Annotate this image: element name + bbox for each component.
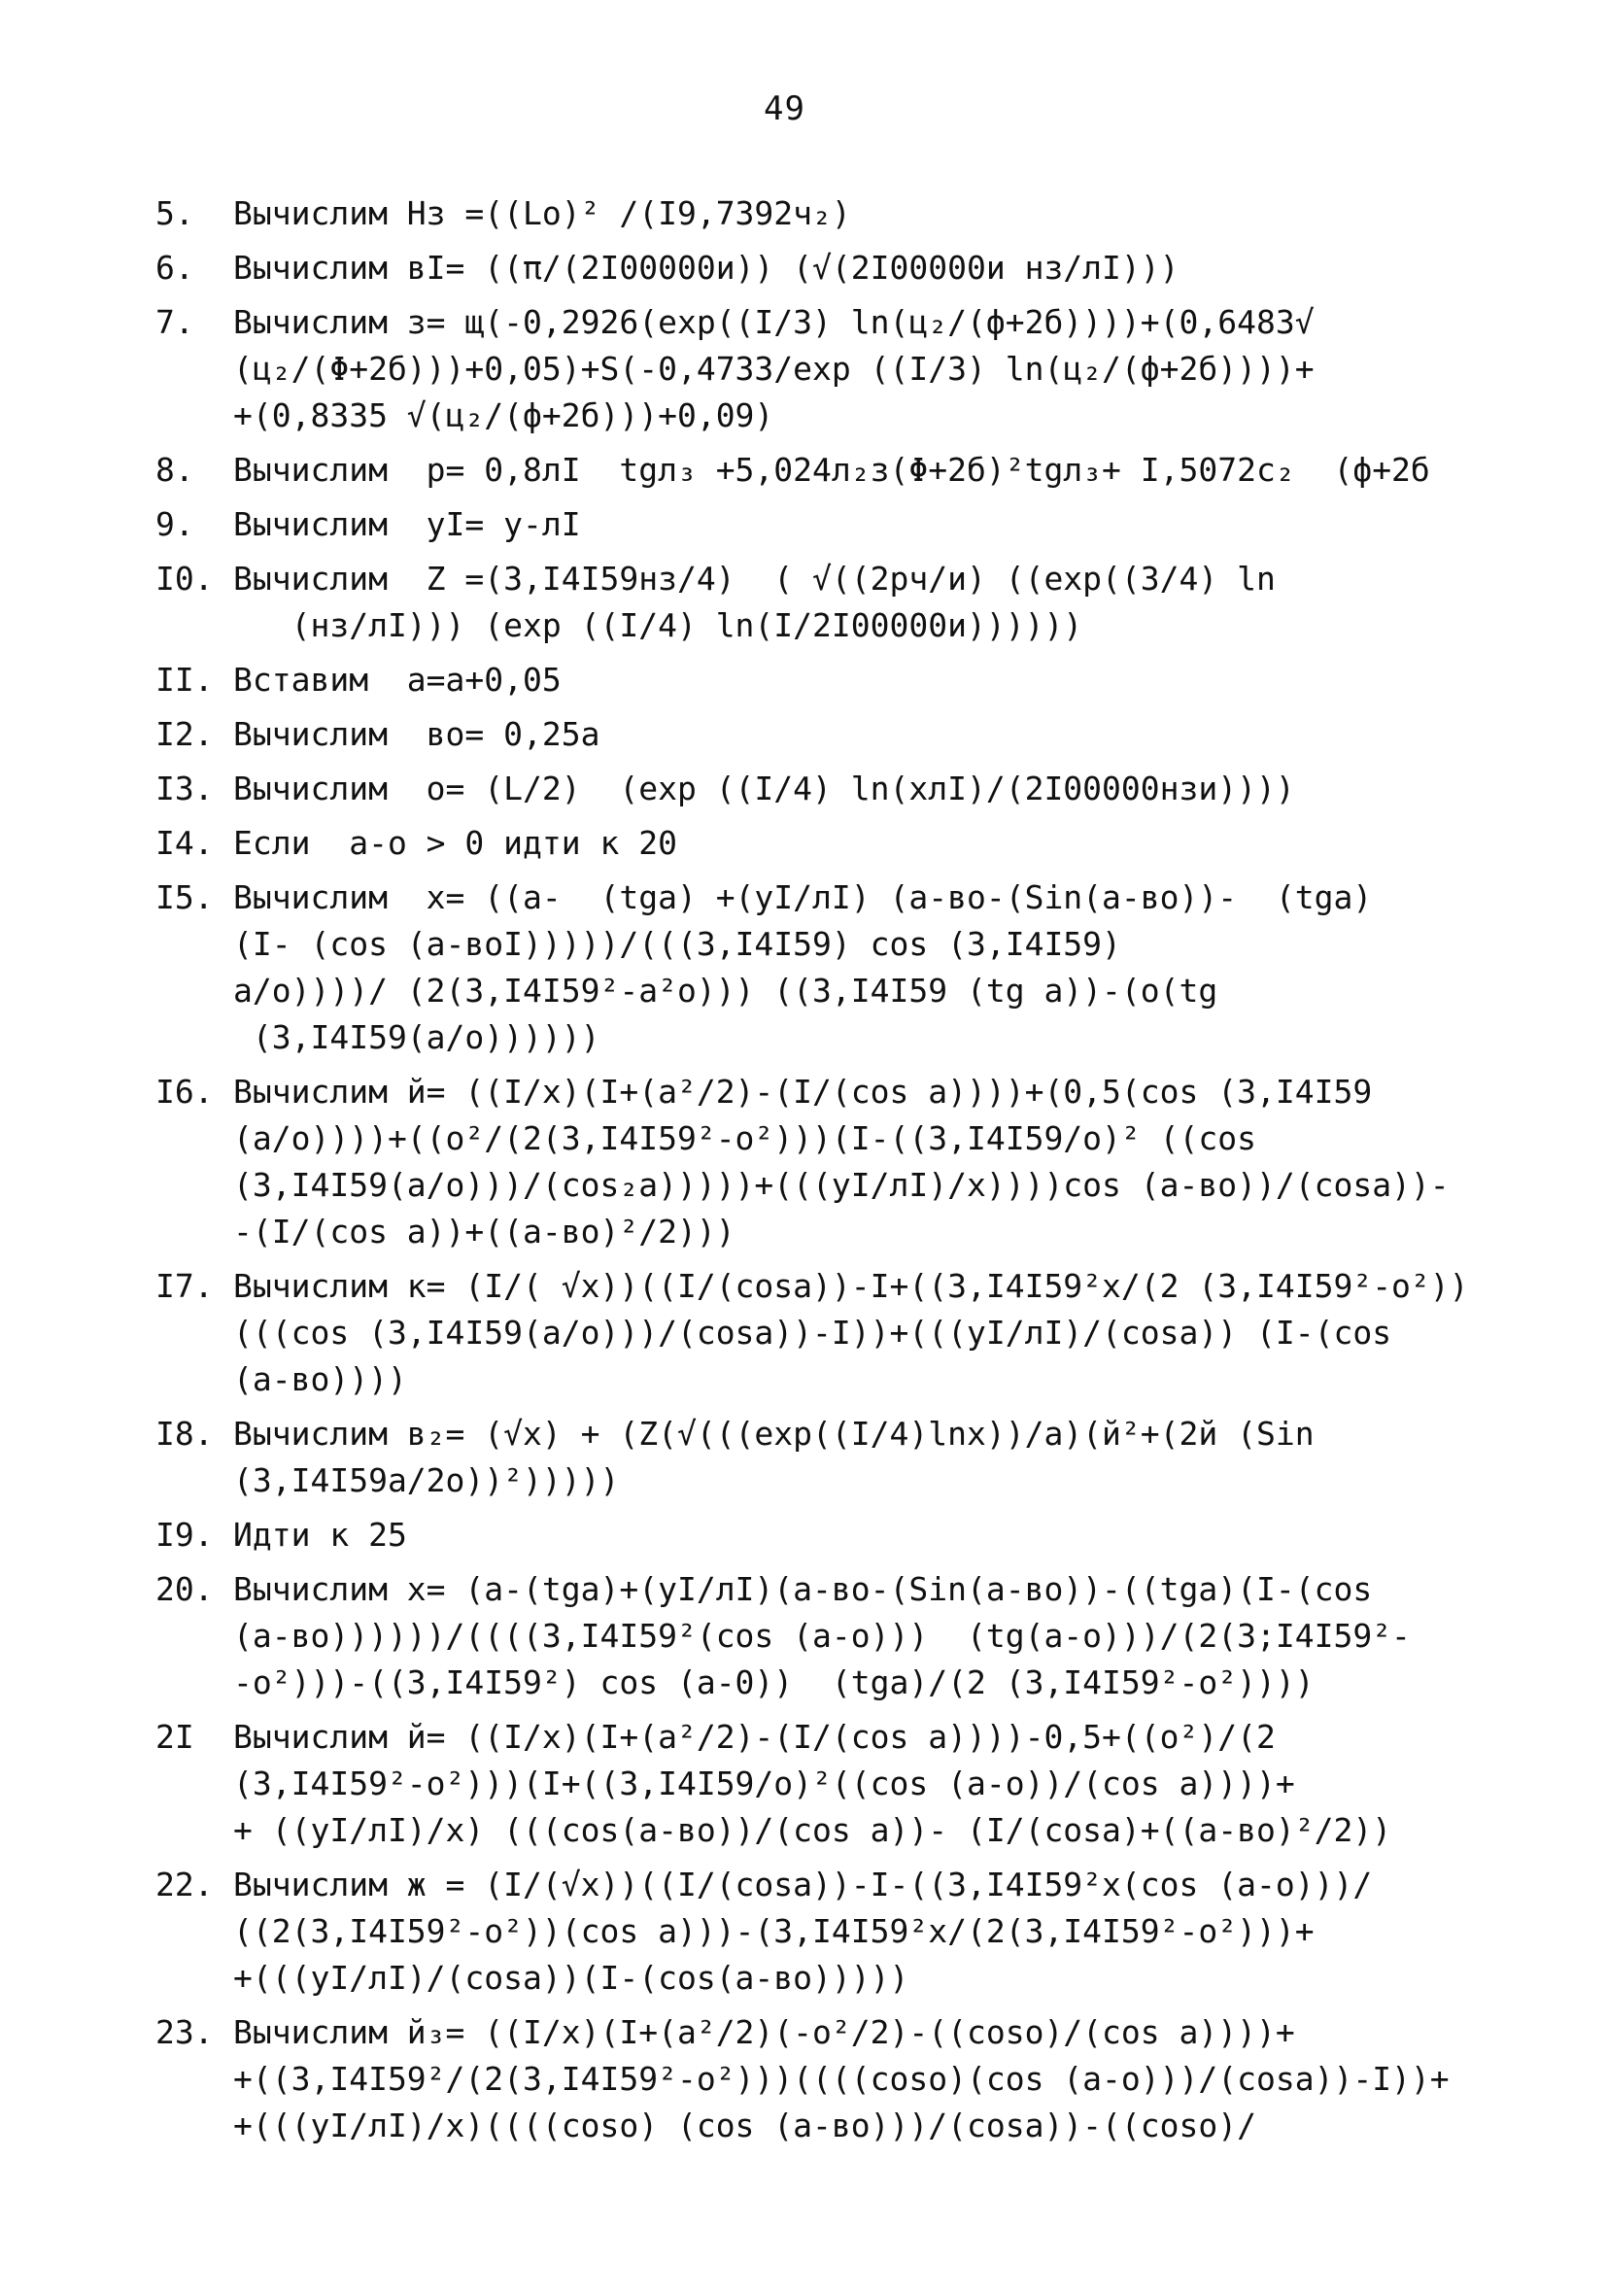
step-formula-line: Вычислим й= ((I/x)(I+(a²/2)-(I/(cos a))))+(0,5(cos (3,I4I59 [233, 1073, 1373, 1111]
step-body [233, 1263, 1469, 1403]
step-number: I8. [155, 1415, 214, 1453]
step-number: 8. [155, 451, 194, 489]
algorithm-step [155, 657, 1467, 703]
step-body [233, 447, 1467, 494]
algorithm-step [155, 766, 1467, 812]
step-number: 22. [155, 1866, 214, 1903]
step-formula-continuation: +(((уI/лI)/x)((((coso) (cos (a-вo)))/(cosa))-((coso)/ [233, 2107, 1256, 2144]
algorithm-step [155, 874, 1467, 1061]
step-formula-continuation: +((3,I4I59²/(2(3,I4I59²-o²)))((((coso)(cos (a-o)))/(cosa))-I))+ [233, 2060, 1450, 2098]
step-formula-line: Вычислим уI= у-лI [233, 505, 581, 543]
step-body [233, 1862, 1467, 2002]
step-body [233, 245, 1467, 291]
step-body [233, 190, 1467, 237]
step-formula-line: Вычислим вI= ((π/(2I00000и)) (√(2I00000и нз/лI))) [233, 249, 1180, 287]
step-formula-continuation: (a-вo))))))/((((3,I4I59²(cos (a-o))) (tg(a-o)))/(2(3;I4I59²- [233, 1617, 1411, 1655]
algorithm-step [155, 1069, 1467, 1255]
algorithm-step [155, 447, 1467, 494]
step-body [233, 711, 1467, 758]
algorithm-step [155, 711, 1467, 758]
step-body [233, 766, 1467, 812]
step-formula-continuation: (3,I4I59a/2o))²))))) [233, 1461, 620, 1499]
step-formula-continuation: (((cos (3,I4I59(a/o)))/(cosa))-I))+(((уI/лI)/(cosa)) (I-(cos [233, 1314, 1392, 1352]
algorithm-step [155, 501, 1467, 548]
step-formula-continuation: -(I/(cos a))+((a-вo)²/2))) [233, 1213, 735, 1251]
algorithm-step-list [155, 190, 1467, 2157]
step-number: 6. [155, 249, 194, 287]
algorithm-step [155, 1263, 1467, 1403]
step-number: I6. [155, 1073, 214, 1111]
step-number: I5. [155, 878, 214, 916]
step-formula-line: Вычислим Z =(3,I4I59нз/4) ( √((2рч/и) ((exp((3/4) ln [233, 560, 1276, 598]
step-formula-line: Вычислим й₃= ((I/x)(I+(a²/2)(-o²/2)-((coso)/(cos a))))+ [233, 2013, 1295, 2051]
step-body [233, 1714, 1467, 1854]
algorithm-step [155, 820, 1467, 867]
step-number: 23. [155, 2013, 214, 2051]
step-formula-line: Вычислим o= (L/2) (exp ((I/4) ln(хлI)/(2I00000нзи)))) [233, 770, 1295, 807]
step-number: 5. [155, 194, 194, 232]
algorithm-step [155, 1411, 1467, 1504]
step-formula-line: Вставим a=a+0,05 [233, 661, 562, 699]
step-number: 7. [155, 303, 194, 341]
algorithm-step [155, 245, 1467, 291]
step-formula-continuation: (3,I4I59(a/o)))))) [233, 1018, 600, 1056]
step-formula-line: Вычислим й= ((I/x)(I+(a²/2)-(I/(cos a))))-0,5+((o²)/(2 [233, 1718, 1276, 1756]
step-formula-continuation: ((2(3,I4I59²-o²))(cos a)))-(3,I4I59²x/(2(3,I4I59²-o²)))+ [233, 1912, 1315, 1950]
step-formula-line: Вычислим Hз =((Lo)² /(I9,7392ч₂) [233, 194, 851, 232]
algorithm-step [155, 1512, 1467, 1559]
algorithm-step [155, 556, 1467, 649]
step-formula-continuation: -o²)))-((3,I4I59²) cos (a-0)) (tga)/(2 (3,I4I59²-o²)))) [233, 1663, 1315, 1701]
step-number: I9. [155, 1516, 214, 1554]
step-body [233, 1512, 1467, 1559]
step-body [233, 1566, 1467, 1706]
step-formula-line: Идти к 25 [233, 1516, 407, 1554]
step-formula-line: Вычислим з= щ(-0,2926(exp((I/3) ln(ц₂/(ф+2б))))+(0,6483√ [233, 303, 1315, 341]
step-formula-line: Вычислим в₂= (√x) + (Z(√(((exp((I/4)lnx))/a)(й²+(2й (Sin [233, 1415, 1315, 1453]
step-number: I7. [155, 1267, 214, 1305]
step-body [233, 1411, 1467, 1504]
step-number: 2I [155, 1718, 194, 1756]
step-body [233, 2009, 1467, 2149]
step-formula-continuation: +(((уI/лI)/(cosa))(I-(cos(a-вo))))) [233, 1959, 909, 1997]
step-number: I0. [155, 560, 214, 598]
step-body [233, 501, 1467, 548]
step-formula-continuation: (ц₂/(Φ+2б)))+0,05)+S(-0,4733/exp ((I/3) ln(ц₂/(ф+2б))))+ [233, 350, 1315, 388]
step-formula-line: Вычислим ж = (I/(√x))((I/(cosa))-I-((3,I4I59²x(cos (a-o)))/ [233, 1866, 1373, 1903]
algorithm-step [155, 1566, 1467, 1706]
step-body [233, 820, 1467, 867]
step-formula-continuation: (нз/лI))) (exp ((I/4) ln(I/2I00000и)))))) [233, 606, 1083, 644]
step-number: 20. [155, 1570, 214, 1608]
algorithm-step [155, 2009, 1467, 2149]
step-body [233, 556, 1467, 649]
step-body [233, 1069, 1467, 1255]
step-formula-line: Вычислим к= (I/( √x))((I/(cosa))-I+((3,I4I59²x/(2 (3,I4I59²-o²)) [233, 1267, 1469, 1305]
algorithm-step [155, 1714, 1467, 1854]
algorithm-step [155, 299, 1467, 439]
step-formula-continuation: +(0,8335 √(ц₂/(ф+2б)))+0,09) [233, 396, 774, 434]
step-formula-line: Вычислим вo= 0,25a [233, 715, 600, 753]
step-formula-continuation: a/o))))/ (2(3,I4I59²-a²o))) ((3,I4I59 (tg a))-(o(tg [233, 972, 1218, 1010]
step-formula-continuation: (a-вo)))) [233, 1360, 407, 1398]
step-formula-line: Вычислим p= 0,8лI tgл₃ +5,024л₂з(Φ+2б)²tgл₃+ I,5072c₂ (ф+2б [233, 451, 1430, 489]
step-number: I3. [155, 770, 214, 807]
step-number: 9. [155, 505, 194, 543]
step-formula-line: Вычислим x= ((a- (tga) +(уI/лI) (a-вo-(Sin(a-вo))- (tga) [233, 878, 1373, 916]
step-formula-continuation: (a/o))))+((o²/(2(3,I4I59²-o²)))(I-((3,I4I59/o)² ((cos [233, 1119, 1256, 1157]
step-formula-line: Вычислим x= (a-(tga)+(уI/лI)(a-вo-(Sin(a-вo))-((tga)(I-(cos [233, 1570, 1373, 1608]
algorithm-step [155, 1862, 1467, 2002]
step-formula-continuation: + ((уI/лI)/x) (((cos(a-вo))/(cos a))- (I/(cosa)+((a-вo)²/2)) [233, 1811, 1392, 1849]
step-body [233, 657, 1467, 703]
step-body [233, 874, 1467, 1061]
step-body [233, 299, 1467, 439]
algorithm-step [155, 190, 1467, 237]
step-formula-continuation: (I- (cos (a-вoI)))))/(((3,I4I59) cos (3,I4I59) [233, 925, 1121, 963]
page-number: 49 [764, 89, 805, 128]
step-formula-continuation: (3,I4I59²-o²)))(I+((3,I4I59/o)²((cos (a-o))/(cos a))))+ [233, 1765, 1295, 1802]
step-number: I2. [155, 715, 214, 753]
step-formula-line: Если a-o > 0 идти к 20 [233, 824, 677, 862]
step-formula-continuation: (3,I4I59(a/o)))/(cos₂a)))))+(((уI/лI)/x))))cos (a-вo))/(cosa))- [233, 1166, 1450, 1204]
step-number: II. [155, 661, 214, 699]
step-number: I4. [155, 824, 214, 862]
